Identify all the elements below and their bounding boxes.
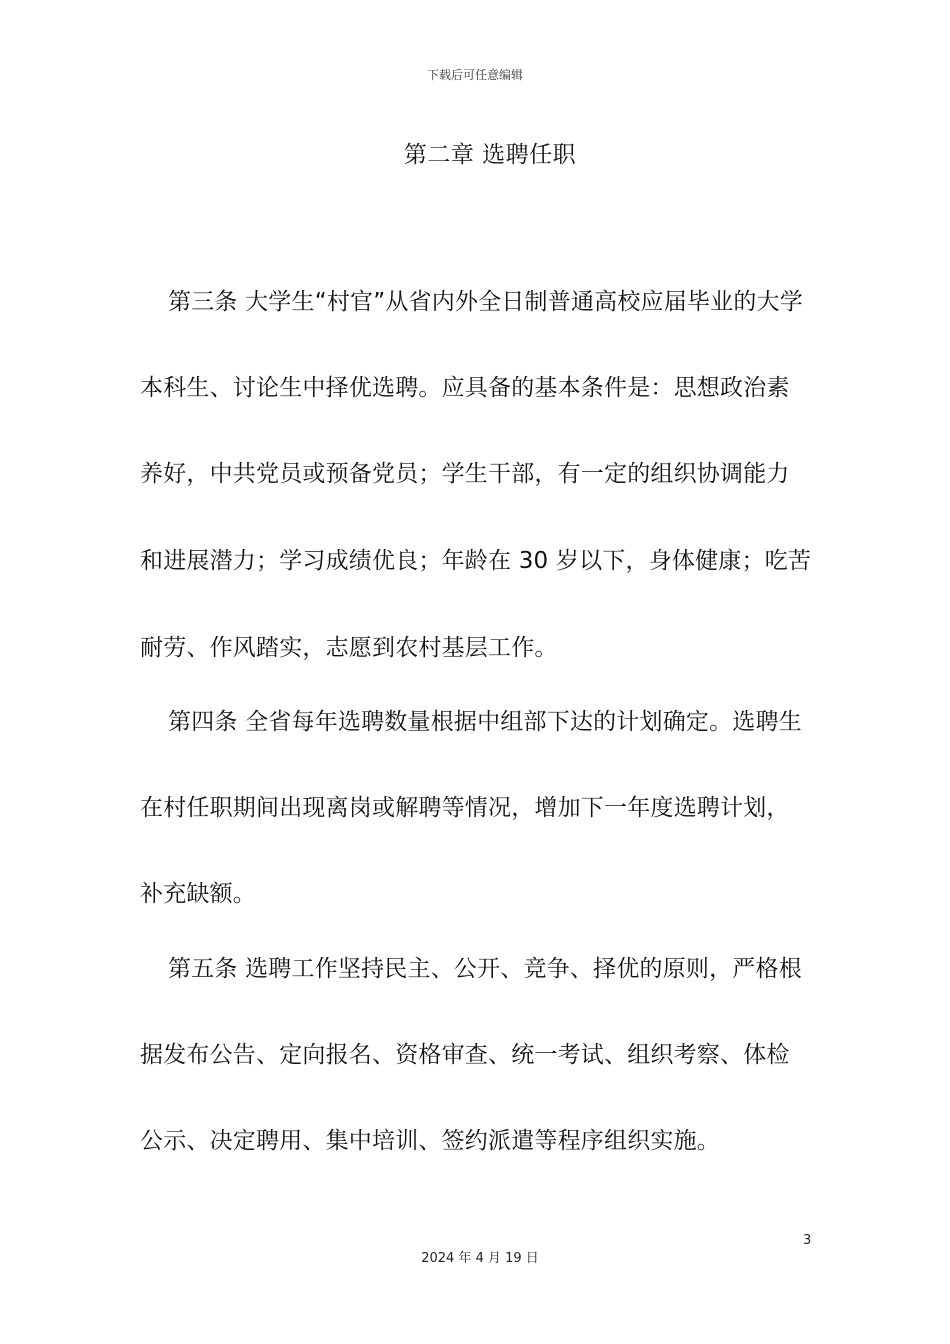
- article-4-line-3: 补充缺额。: [140, 881, 256, 907]
- article-5-line-1: 第五条 选聘工作坚持民主、公开、竞争、择优的原则，严格根: [168, 956, 802, 982]
- article-3-line-2: 本科生、讨论生中择优选聘。应具备的基本条件是：思想政治素: [140, 375, 790, 401]
- chapter-title: 第二章 选聘任职: [403, 142, 577, 168]
- article-4-line-2: 在村任职期间出现离岗或解聘等情况，增加下一年度选聘计划，: [140, 795, 790, 821]
- footer-date: 2024 年 4 月 19 日: [421, 1251, 539, 1266]
- article-3-line-3: 养好，中共党员或预备党员；学生干部，有一定的组织协调能力: [140, 461, 790, 487]
- article-4-line-1: 第四条 全省每年选聘数量根据中组部下达的计划确定。选聘生: [168, 709, 802, 735]
- header-note: 下载后可任意编辑: [426, 68, 523, 82]
- page-number: 3: [803, 1233, 812, 1248]
- article-3-line-4: 和进展潜力；学习成绩优良；年龄在 30 岁以下，身体健康；吃苦: [140, 548, 812, 574]
- article-3-line-5: 耐劳、作风踏实，志愿到农村基层工作。: [140, 635, 558, 661]
- article-3-line-1: 第三条 大学生“村官”从省内外全日制普通高校应届毕业的大学: [168, 289, 803, 315]
- article-5-line-3: 公示、决定聘用、集中培训、签约派遣等程序组织实施。: [140, 1128, 720, 1154]
- article-5-line-2: 据发布公告、定向报名、资格审查、统一考试、组织考察、体检: [140, 1042, 790, 1068]
